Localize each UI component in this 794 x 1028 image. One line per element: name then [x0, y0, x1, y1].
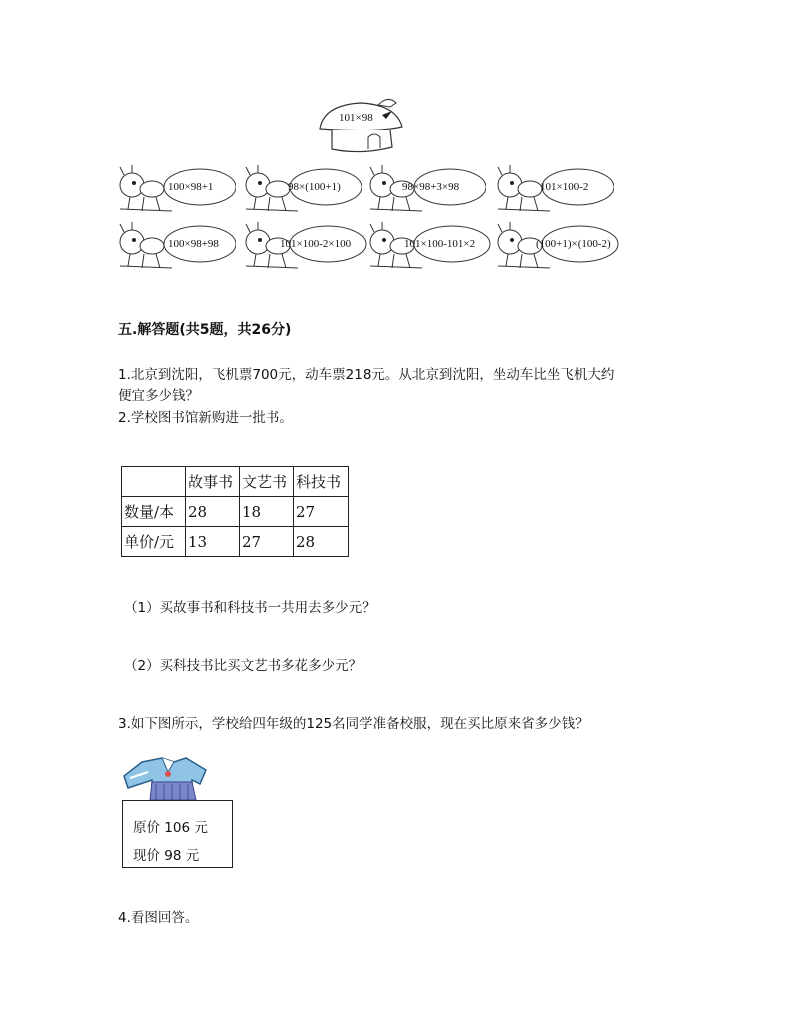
ant-expression-text: 101×100-2 [540, 181, 589, 193]
ant-expression [116, 165, 236, 215]
table-header-cell: 科技书 [294, 467, 349, 497]
ant-expression [366, 165, 486, 215]
question-1-line-1: 1.北京到沈阳，飞机票700元，动车票218元。从北京到沈阳，坐动车比坐飞机大约 [118, 367, 615, 383]
question-1-line-2: 便宜多少钱？ [118, 388, 199, 404]
table-cell: 28 [294, 527, 349, 557]
table-cell: 27 [294, 497, 349, 527]
current-price: 现价 98 元 [133, 848, 200, 864]
table-row [122, 467, 349, 497]
ant-expression [242, 165, 362, 215]
table-row [122, 497, 349, 527]
question-2-sub-1: （1）买故事书和科技书一共用去多少元？ [124, 600, 376, 616]
ant-expression [494, 165, 614, 215]
table-cell [122, 467, 186, 497]
original-price: 原价 106 元 [133, 820, 208, 836]
ant-expression-text: 100×98+98 [168, 238, 219, 250]
table-cell: 13 [186, 527, 240, 557]
books-table [121, 466, 349, 557]
question-3-text: 3.如下图所示，学校给四年级的125名同学准备校服，现在买比原来省多少钱？ [118, 716, 589, 732]
table-row [122, 527, 349, 557]
table-cell: 27 [240, 527, 294, 557]
mushroom-house-illustration [316, 97, 406, 157]
table-cell: 28 [186, 497, 240, 527]
ant-expression [366, 222, 486, 272]
table-header-cell: 故事书 [186, 467, 240, 497]
ant-expression [494, 222, 614, 272]
table-header-cell: 文艺书 [240, 467, 294, 497]
question-4-text: 4.看图回答。 [118, 910, 199, 926]
question-2-text: 2.学校图书馆新购进一批书。 [118, 410, 293, 426]
ant-expression-text: 98×98+3×98 [402, 181, 460, 193]
table-row-label: 单价/元 [122, 527, 186, 557]
question-2-sub-2: （2）买科技书比买文艺书多花多少元？ [124, 658, 363, 674]
price-box [122, 800, 233, 868]
ant-expression [116, 222, 236, 272]
mushroom-label: 101×98 [339, 112, 373, 124]
school-uniform-illustration [122, 754, 212, 802]
table-row-label: 数量/本 [122, 497, 186, 527]
ant-expression-text: 98×(100+1) [288, 181, 341, 193]
ant-expression-text: 101×100-2×100 [280, 238, 352, 250]
table-cell: 18 [240, 497, 294, 527]
ant-expression-text: 100×98+1 [168, 181, 214, 193]
ant-expression-text: (100+1)×(100-2) [536, 238, 611, 250]
ant-expression [242, 222, 362, 272]
section-title: 五.解答题(共5题，共26分) [118, 322, 292, 338]
ant-expression-text: 101×100-101×2 [404, 238, 476, 250]
